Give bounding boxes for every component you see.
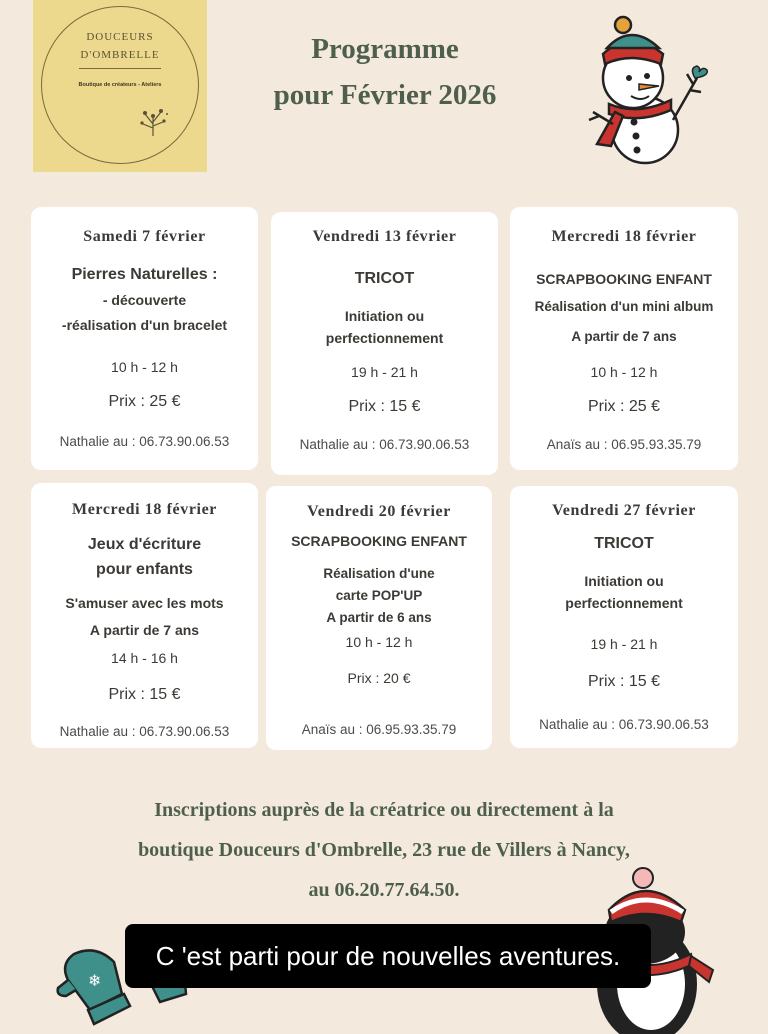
event-time: 19 h - 21 h bbox=[590, 636, 658, 652]
title-line1: Programme bbox=[311, 33, 459, 65]
event-card bbox=[510, 207, 738, 470]
event-date: Vendredi 13 février bbox=[312, 228, 457, 245]
event-price: Prix : 25 € bbox=[587, 398, 661, 415]
event-card bbox=[31, 207, 258, 470]
page-title bbox=[230, 26, 540, 118]
event-line: Réalisation d'une bbox=[323, 566, 435, 581]
logo-divider bbox=[79, 68, 161, 69]
event-contact: Nathalie au : 06.73.90.06.53 bbox=[299, 437, 470, 452]
event-contact: Anaïs au : 06.95.93.35.79 bbox=[546, 437, 702, 452]
logo-name-line1: DOUCEURS bbox=[86, 31, 154, 43]
event-contact: Nathalie au : 06.73.90.06.53 bbox=[539, 717, 709, 732]
dried-flower-icon bbox=[133, 104, 173, 138]
event-price: Prix : 15 € bbox=[587, 673, 661, 690]
logo-name bbox=[33, 28, 207, 64]
event-line: S'amuser avec les mots bbox=[65, 595, 224, 611]
shop-logo bbox=[33, 0, 207, 172]
svg-text:❄: ❄ bbox=[88, 971, 102, 990]
event-contact: Nathalie au : 06.73.90.06.53 bbox=[59, 724, 230, 739]
footer-line3: au 06.20.77.64.50. bbox=[308, 879, 460, 901]
event-line: A partir de 6 ans bbox=[326, 610, 432, 625]
footer-line1: Inscriptions auprès de la créatrice ou directement à la bbox=[154, 799, 614, 821]
event-contact: Anaïs au : 06.95.93.35.79 bbox=[301, 722, 457, 737]
event-date: Mercredi 18 février bbox=[551, 228, 697, 245]
event-line: perfectionnement bbox=[325, 330, 444, 346]
logo-tagline: Boutique de créateurs - Ateliers bbox=[78, 82, 162, 88]
event-line: TRICOT bbox=[594, 535, 654, 552]
video-caption: C 'est parti pour de nouvelles aventures. bbox=[125, 924, 651, 988]
logo-name-line2: D'OMBRELLE bbox=[80, 49, 160, 61]
title-line2: pour Février 2026 bbox=[273, 79, 497, 111]
event-card bbox=[31, 483, 258, 748]
event-date: Samedi 7 février bbox=[83, 228, 206, 245]
event-time: 14 h - 16 h bbox=[111, 650, 178, 666]
event-card bbox=[510, 486, 738, 748]
event-line: - découverte bbox=[102, 292, 187, 308]
event-date: Vendredi 20 février bbox=[307, 503, 451, 520]
event-line: pour enfants bbox=[96, 561, 193, 578]
event-time: 19 h - 21 h bbox=[351, 364, 418, 380]
event-price: Prix : 15 € bbox=[348, 398, 421, 415]
event-line: -réalisation d'un bracelet bbox=[61, 317, 228, 333]
event-line: A partir de 7 ans bbox=[571, 329, 677, 344]
event-line: carte POP'UP bbox=[335, 588, 423, 603]
event-price: Prix : 20 € bbox=[347, 670, 411, 686]
event-time: 10 h - 12 h bbox=[345, 634, 413, 650]
footer-line2: boutique Douceurs d'Ombrelle, 23 rue de Villers à Nancy, bbox=[138, 839, 630, 861]
event-line: perfectionnement bbox=[565, 595, 683, 611]
event-line: Initiation ou bbox=[344, 308, 425, 324]
event-line: SCRAPBOOKING ENFANT bbox=[291, 533, 467, 549]
event-line: A partir de 7 ans bbox=[89, 622, 200, 638]
event-date: Vendredi 27 février bbox=[552, 502, 696, 519]
event-date: Mercredi 18 février bbox=[72, 501, 217, 518]
event-line: Jeux d'écriture bbox=[87, 536, 202, 553]
event-price: Prix : 25 € bbox=[108, 393, 181, 410]
snowman-illustration bbox=[585, 12, 715, 167]
event-price: Prix : 15 € bbox=[108, 686, 181, 703]
event-contact: Nathalie au : 06.73.90.06.53 bbox=[59, 434, 230, 449]
event-line: Réalisation d'un mini album bbox=[534, 299, 714, 314]
event-time: 10 h - 12 h bbox=[590, 364, 658, 380]
event-card bbox=[271, 212, 498, 475]
event-line: Pierres Naturelles : bbox=[71, 266, 218, 283]
event-line: Initiation ou bbox=[584, 573, 664, 589]
event-time: 10 h - 12 h bbox=[111, 359, 178, 375]
event-line: SCRAPBOOKING ENFANT bbox=[536, 271, 712, 287]
event-line: TRICOT bbox=[354, 270, 415, 287]
event-card bbox=[266, 486, 492, 750]
